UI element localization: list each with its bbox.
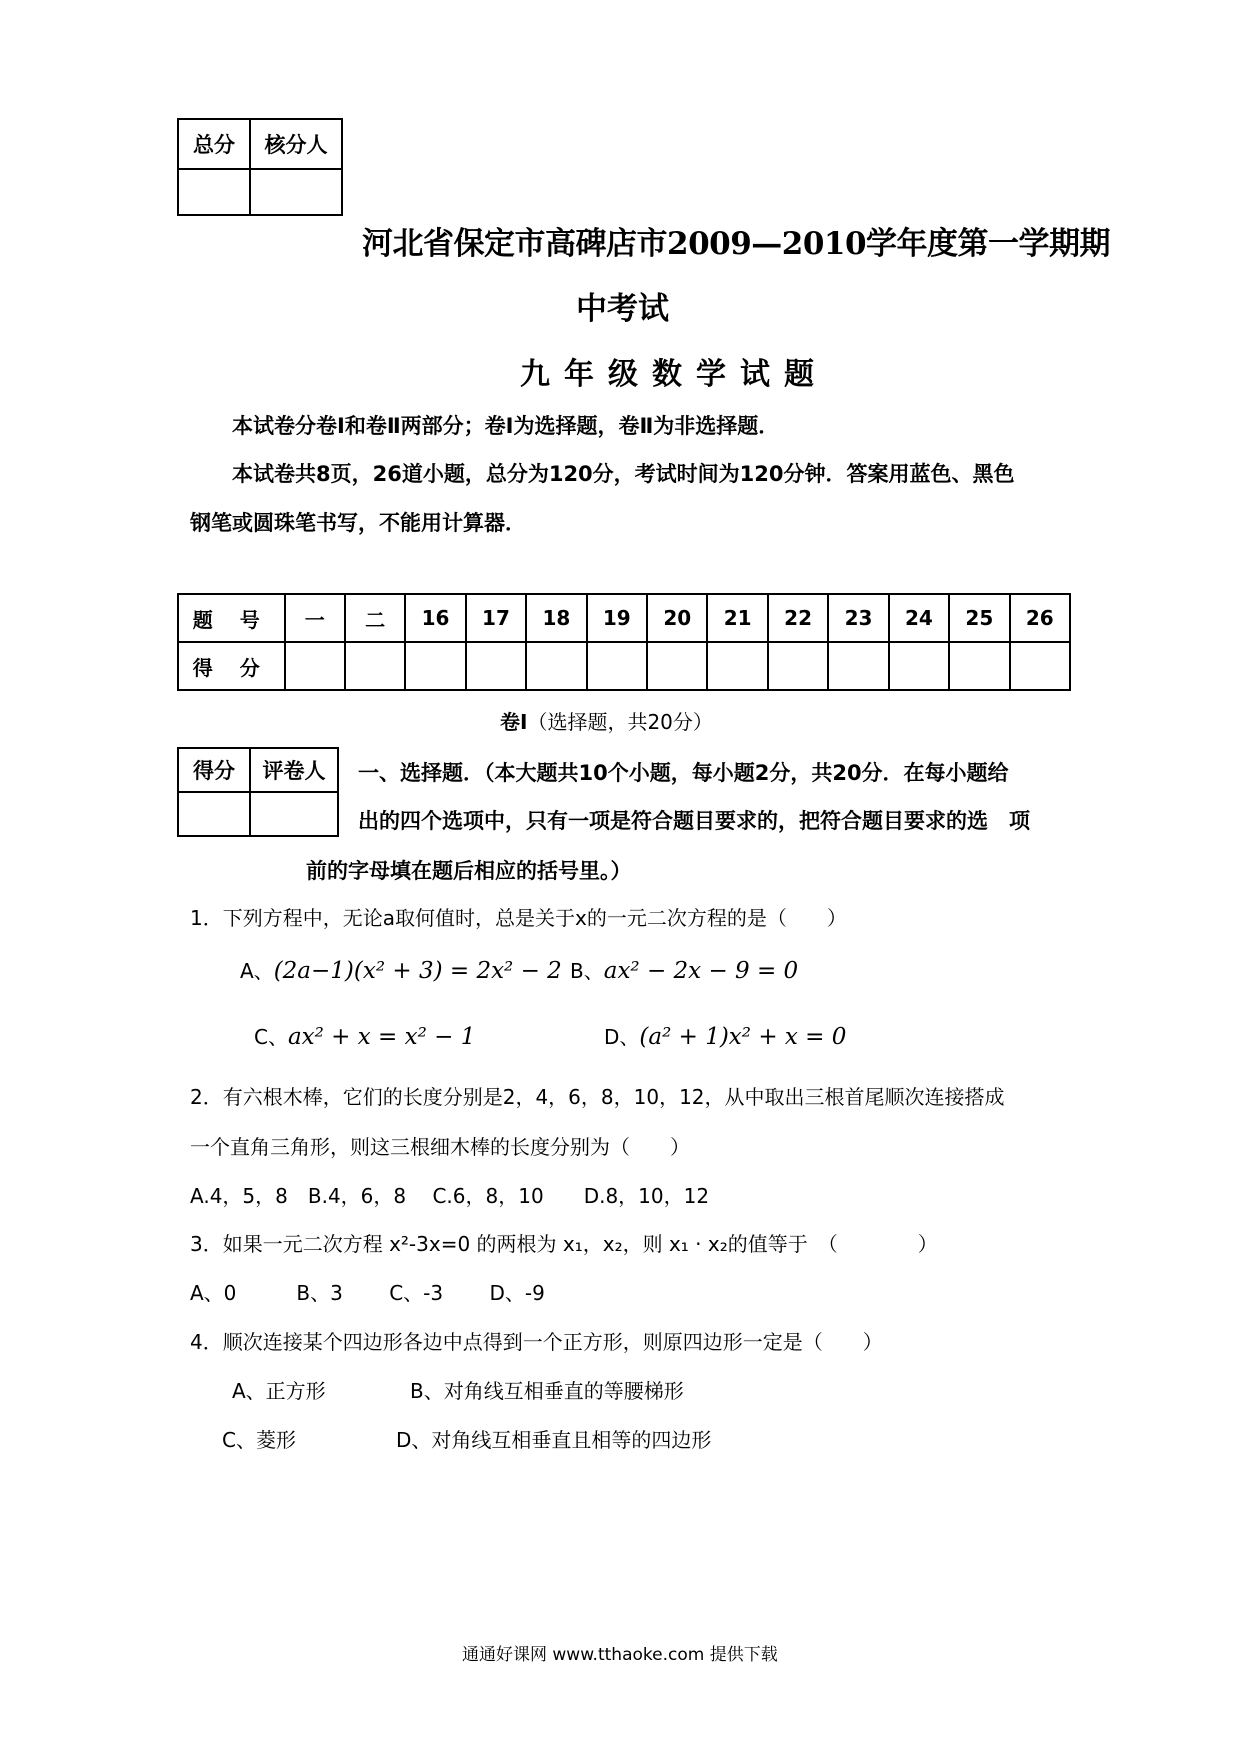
exam-subject-title: 九年级数学试题 (520, 357, 828, 392)
exam-title-line2: 中考试 (576, 291, 669, 327)
total-score-cell (178, 169, 250, 215)
question-4-stem: 4．顺次连接某个四边形各边中点得到一个正方形，则原四边形一定是（ ） (190, 1330, 883, 1354)
question-4-option-b: B、对角线互相垂直的等腰梯形 (410, 1379, 684, 1403)
score-row (178, 642, 1070, 690)
question-4-option-c: C、菱形 (222, 1428, 296, 1452)
total-score-box (177, 118, 343, 216)
row-label-score: 得 分 (178, 642, 285, 690)
score-cell (889, 642, 949, 690)
score-cell (1010, 642, 1070, 690)
question-2-stem-line2: 一个直角三角形，则这三根细木棒的长度分别为（ ） (190, 1135, 690, 1159)
column-header: 22 (768, 594, 828, 642)
section1-line3: 前的字母填在题后相应的括号里。） (306, 859, 632, 883)
column-header: 24 (889, 594, 949, 642)
column-header: 23 (828, 594, 888, 642)
part1-heading (500, 706, 713, 735)
score-cell (707, 642, 767, 690)
question-1-option-c (254, 1021, 475, 1050)
score-header: 得分 (178, 748, 250, 792)
column-header: 二 (345, 594, 405, 642)
question-number-row (178, 594, 1070, 642)
row-label-question-number: 题 号 (178, 594, 285, 642)
score-table (177, 593, 1071, 691)
question-1-option-d (604, 1021, 846, 1050)
question-3-stem: 3．如果一元二次方程 x²-3x=0 的两根为 x₁，x₂，则 x₁ · x₂的值等于 （ ） (190, 1232, 938, 1256)
option-label: C、 (254, 1025, 288, 1049)
column-header: 19 (587, 594, 647, 642)
exam-title-line1: 河北省保定市高碑店市2009—2010学年度第一学期期 (362, 226, 1111, 262)
question-4-option-d: D、对角线互相垂直且相等的四边形 (396, 1428, 712, 1452)
option-label: D、 (604, 1025, 640, 1049)
score-cell (587, 642, 647, 690)
checker-header: 核分人 (250, 119, 342, 169)
question-1-stem: 1．下列方程中，无论a取何值时，总是关于x的一元二次方程的是（ ） (190, 906, 847, 930)
question-3-options: A、0 B、3 C、-3 D、-9 (190, 1281, 545, 1305)
page-footer: 通通好课网 www.tthaoke.com 提供下载 (462, 1645, 778, 1665)
instruction-line2: 本试卷共8页，26道小题，总分为120分，考试时间为120分钟．答案用蓝色、黑色 (232, 462, 1015, 486)
instruction-line1: 本试卷分卷Ⅰ和卷Ⅱ两部分；卷Ⅰ为选择题，卷Ⅱ为非选择题． (232, 414, 780, 438)
option-c-expression: ax² + x = x² − 1 (287, 1024, 476, 1050)
column-header: 21 (707, 594, 767, 642)
score-cell (345, 642, 405, 690)
option-a-expression: (2a−1)(x² + 3) = 2x² − 2 (273, 958, 562, 984)
question-2-options: A.4，5，8 B.4，6，8 C.6，8，10 D.8，10，12 (190, 1184, 710, 1208)
section1-line1: 一、选择题．（本大题共10个小题，每小题2分，共20分．在每小题给 (358, 761, 1009, 785)
question-4-option-a: A、正方形 (232, 1379, 326, 1403)
question-2-stem-line1: 2．有六根木棒，它们的长度分别是2，4，6，8，10，12，从中取出三根首尾顺次连接搭成 (190, 1085, 1005, 1109)
grader-name-cell (250, 792, 338, 836)
column-header: 一 (285, 594, 345, 642)
option-label: B、 (570, 959, 604, 983)
score-cell (405, 642, 465, 690)
score-cell (285, 642, 345, 690)
question-1-option-b (570, 955, 798, 984)
option-b-expression: ax² − 2x − 9 = 0 (603, 958, 799, 984)
option-label: A、 (240, 959, 274, 983)
score-cell (828, 642, 888, 690)
score-cell (647, 642, 707, 690)
column-header: 16 (405, 594, 465, 642)
total-score-header: 总分 (178, 119, 250, 169)
column-header: 20 (647, 594, 707, 642)
score-cell (768, 642, 828, 690)
column-header: 17 (466, 594, 526, 642)
part1-heading-detail: （选择题，共20分） (527, 710, 713, 734)
column-header: 25 (949, 594, 1009, 642)
grader-header: 评卷人 (250, 748, 338, 792)
checker-cell (250, 169, 342, 215)
score-cell (466, 642, 526, 690)
grader-score-cell (178, 792, 250, 836)
option-d-expression: (a² + 1)x² + x = 0 (639, 1024, 847, 1050)
instruction-line3: 钢笔或圆珠笔书写，不能用计算器． (190, 511, 526, 535)
grader-box (177, 747, 339, 837)
section1-line2: 出的四个选项中，只有一项是符合题目要求的，把符合题目要求的选 项 (358, 809, 1030, 833)
part1-heading-main: 卷Ⅰ (500, 710, 528, 734)
column-header: 18 (526, 594, 586, 642)
column-header: 26 (1010, 594, 1070, 642)
score-cell (526, 642, 586, 690)
question-1-option-a (240, 955, 562, 984)
score-cell (949, 642, 1009, 690)
